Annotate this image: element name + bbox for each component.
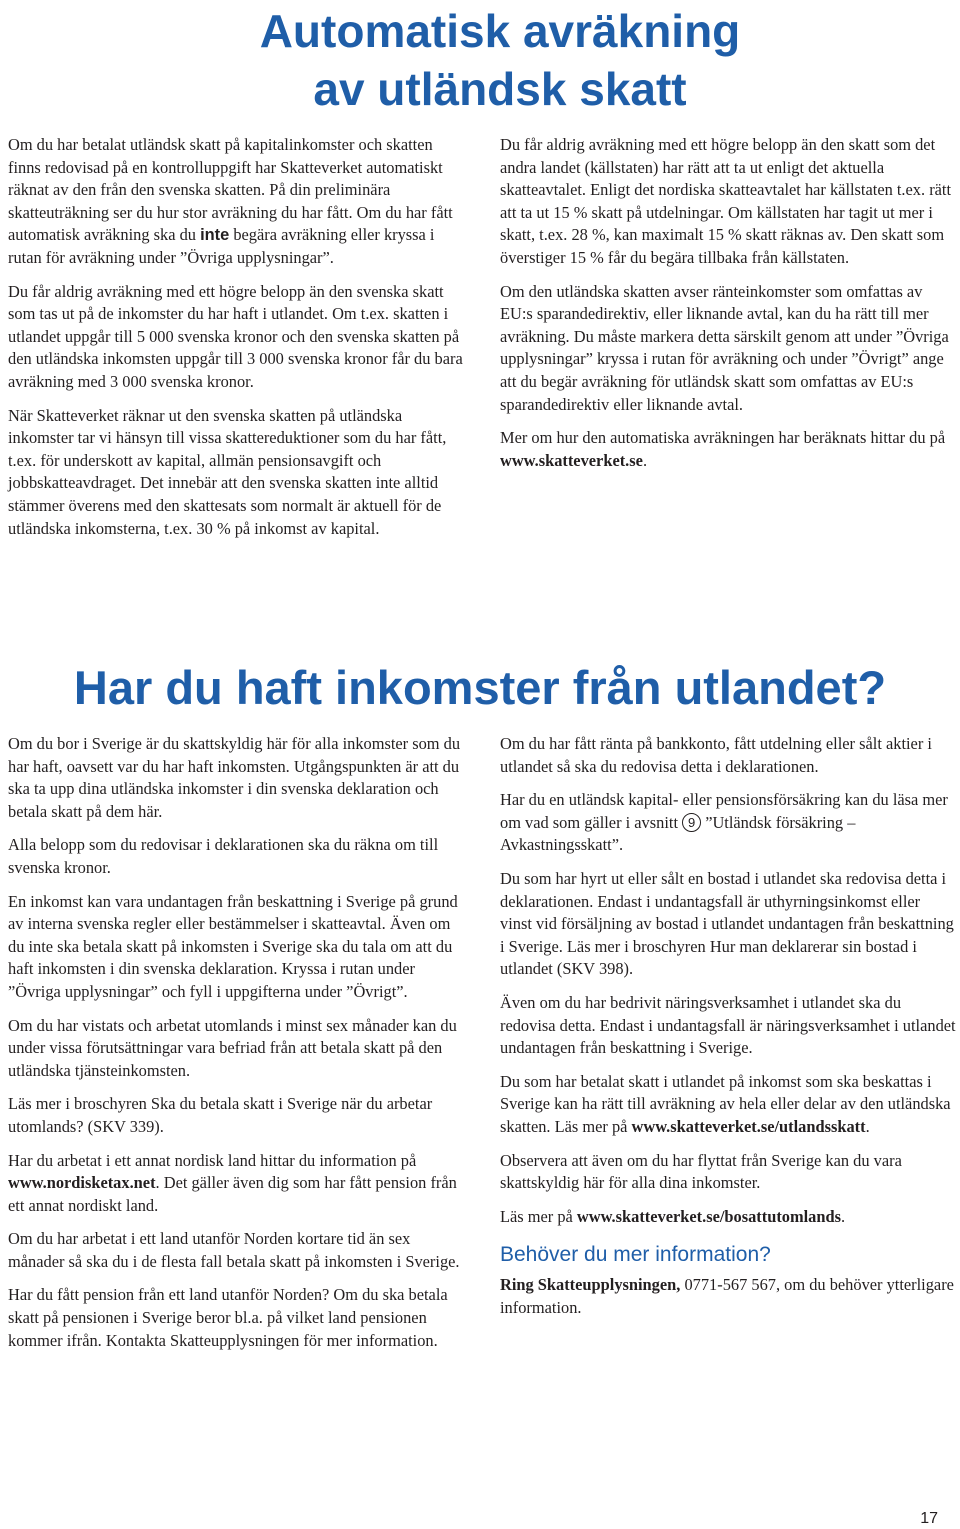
article-title-line-1: Automatisk avräkning bbox=[259, 5, 741, 57]
article-title-line-2: av utländsk skatt bbox=[313, 63, 687, 115]
emphasis-inte: inte bbox=[200, 226, 230, 245]
link-skatteverket[interactable]: www.skatteverket.se bbox=[500, 450, 643, 470]
paragraph: Om du har vistats och arbetat utomlands i minst sex månader kan du under vissa förutsättningar vara befriad från att betala skatt på den utländska tjänsteinkomsten. bbox=[8, 1015, 457, 1080]
paragraph: En inkomst kan vara undantagen från beskattning i Sverige på grund av interna svenska regler eller bestämmelser i skatteavtal. Även om du inte ska betala skatt på inkomsten i Sverige ska du tala om att du haft inkomsten i din svenska deklaration. Kryssa i rutan under ”Övriga upplysningar” och fyll i uppgifterna under ”Övrigt”. bbox=[8, 891, 458, 1001]
paragraph: När Skatteverket räknar ut den svenska skatten på utländska inkomster tar vi hänsyn till vissa skattereduktioner som du har fått, t.ex. för underskott av kapital, allmän pensionsavgift och jobbskatteavdraget. Det innebär att den svenska skatten inte alltid stämmer överens med den skattesats som normalt är aktuell för de utländska inkomsterna, t.ex. 30 % på inkomst av kapital. bbox=[8, 405, 447, 538]
paragraph: Har du arbetat i ett annat nordisk land hittar du information på www.nordisketax.net. Det gäller även dig som har fått pension från ett annat nordiskt land. bbox=[8, 1150, 457, 1215]
paragraph: Alla belopp som du redovisar i deklarationen ska du räkna om till svenska kronor. bbox=[8, 835, 439, 877]
article2-column-right bbox=[500, 733, 956, 1330]
paragraph: Läs mer på www.skatteverket.se/bosattutomlands. bbox=[500, 1206, 846, 1226]
article-title bbox=[190, 2, 810, 118]
section-title: Har du haft inkomster från utlandet? bbox=[73, 661, 887, 714]
link-bosattutomlands[interactable]: www.skatteverket.se/bosattutomlands bbox=[576, 1206, 841, 1226]
paragraph: Mer om hur den automatiska avräkningen har beräknats hittar du på www.skatteverket.se. bbox=[500, 428, 946, 470]
section-number-badge: 9 bbox=[682, 813, 701, 832]
paragraph: Du som har hyrt ut eller sålt en bostad i utlandet ska redovisa detta i deklarationen. Endast i undantagsfall är uthyrningsinkomst eller vinst vid försäljning av bostad i utlandet undantagen från beskattning i Sverige. Läs mer i broschyren Hur man deklarerar sin bostad i utlandet (SKV 398). bbox=[500, 868, 954, 979]
paragraph: Du som har betalat skatt i utlandet på inkomst som ska beskattas i Sverige kan ha rätt till avräkning av hela eller delar av den utländska skatten. Läs mer på www.skatteverket.se/utlandsskatt. bbox=[500, 1071, 951, 1136]
paragraph: Om den utländska skatten avser ränteinkomster som omfattas av EU:s sparandedirektiv, eller liknande avtal, kan du ha rätt till mer avräkning. Du måste markera detta särskilt genom att under ”Övriga upplysningar” kryssa i rutan för avräkning och under ”Övrigt” ange att du begär avräkning för utländsk skatt som omfattas av EU:s sparandedirektiv eller liknande avtal. bbox=[500, 281, 949, 414]
paragraph: Om du har fått ränta på bankkonto, fått utdelning eller sålt aktier i utlandet så ska du redovisa detta i deklarationen. bbox=[500, 734, 932, 776]
paragraph: Även om du har bedrivit näringsverksamhet i utlandet ska du redovisa detta. Endast i undantagsfall är näringsverksamhet i utlandet undantagen från beskattning i Sverige. bbox=[500, 992, 956, 1058]
paragraph: Om du har arbetat i ett land utanför Norden kortare tid än sex månader så ska du i de flesta fall betala skatt på inkomsten i Sverige. bbox=[8, 1229, 460, 1271]
info-bold: Ring Skatteupplysningen, bbox=[500, 1275, 681, 1295]
info-heading: Behöver du mer information? bbox=[500, 1243, 771, 1267]
article1-column-right bbox=[500, 134, 956, 483]
paragraph: Har du fått pension från ett land utanför Norden? Om du ska betala skatt på pensionen i Sverige beror bl.a. på vilket land pensionen kommer ifrån. Kontakta Skatteupplysningen för mer information. bbox=[8, 1285, 448, 1350]
paragraph: Du får aldrig avräkning med ett högre belopp än den skatt som det andra landet (källstaten) har rätt att ta ut enligt det aktuella skatteavtalet. Enligt det nordiska skatteavtalet har källstaten t.ex. rätt att ta ut 15 % skatt på utdelningar. Om källstaten har tagit ut mer i skatt, t.ex. 28 %, kan maximalt 15 % skatt räknas av. Den skatt som överstiger 15 % får du begära tillbaka från källstaten. bbox=[500, 135, 952, 267]
paragraph: Du får aldrig avräkning med ett högre belopp än den svenska skatt som tas ut på de inkomster du har haft i utlandet. Om t.ex. skatten i utlandet uppgår till 5 000 svenska kronor och den svenska skatten på den utländska inkomsten uppgår till 3 000 svenska kronor får du bara avräkning med 3 000 svenska kronor. bbox=[8, 281, 463, 391]
paragraph: Om du bor i Sverige är du skattskyldig här för alla inkomster som du har haft, oavsett var du har haft inkomsten. Utgångspunkten är att du ska ta upp dina utländska inkomster i din svenska deklaration och betala skatt på dem här. bbox=[8, 734, 461, 821]
info-paragraph: Ring Skatteupplysningen, 0771-567 567, om du behöver ytterligare information. bbox=[500, 1275, 954, 1317]
link-utlandsskatt[interactable]: www.skatteverket.se/utlandsskatt bbox=[631, 1116, 866, 1136]
paragraph: Observera att även om du har flyttat från Sverige kan du vara skattskyldig här för alla dina inkomster. bbox=[500, 1150, 902, 1193]
page-number: 17 bbox=[920, 1510, 938, 1527]
paragraph: Läs mer i broschyren Ska du betala skatt i Sverige när du arbetar utomlands? (SKV 339). bbox=[8, 1094, 433, 1136]
article1-column-left bbox=[8, 134, 464, 551]
article2-column-left bbox=[8, 733, 464, 1363]
link-nordisketax[interactable]: www.nordisketax.net bbox=[8, 1173, 156, 1193]
paragraph: Har du en utländsk kapital- eller pensionsförsäkring kan du läsa mer om vad som gäller i avsnitt 9 ”Utländsk försäkring – Avkastningsskatt”. bbox=[500, 790, 948, 855]
paragraph: Om du har betalat utländsk skatt på kapitalinkomster och skatten finns redovisad på en kontrolluppgift har Skatteverket automatiskt räknat av den från den svenska skatten. På din preliminära skatteuträkning ser du hur stor avräkning du har fått. Om du har fått automatisk avräkning ska du inte begära avräkning eller kryssa i rutan för avräkning under ”Övriga upplysningar”. bbox=[8, 135, 453, 267]
